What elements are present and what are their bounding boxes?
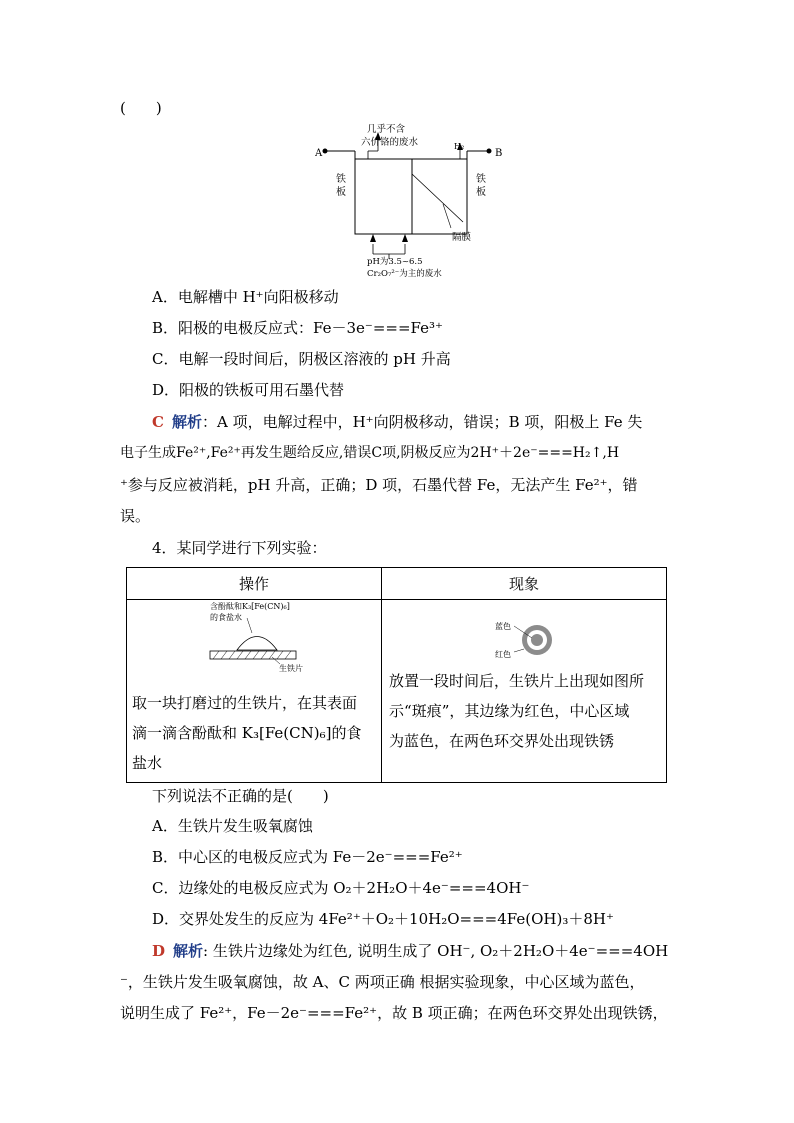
q4-analysis-line-1: D 解析: 生铁片边缘处为红色, 说明生成了 OH⁻, O₂＋2H₂O＋4e⁻===4OH xyxy=(152,942,669,960)
top-note-2: 六价铬的废水 xyxy=(361,137,419,148)
bottom-note-2: Cr₂O₇²⁻为主的废水 xyxy=(367,269,442,279)
label-b: B xyxy=(495,148,503,159)
op-line-1: 取一块打磨过的生铁片，在其表面 xyxy=(132,694,358,712)
phenomenon-cell xyxy=(382,600,666,782)
ph-line-2: 示“斑痕”，其边缘为红色，中心区域 xyxy=(389,702,630,720)
blue-center xyxy=(531,634,543,646)
q3-analysis-line-2: 电子生成Fe²⁺,Fe²⁺再发生题给反应,错误C项,阴极反应为2H⁺＋2e⁻===H₂↑,H xyxy=(120,445,620,461)
q3-option-d: D．阳极的铁板可用石墨代替 xyxy=(152,381,345,399)
iron-plate xyxy=(210,651,296,659)
terminal-b xyxy=(487,149,492,154)
tank-outline xyxy=(355,159,467,234)
label-red: 红色 xyxy=(495,650,512,659)
right-plate-1: 铁 xyxy=(476,174,486,185)
droplet-figure xyxy=(207,600,377,672)
q3-option-a: A．电解槽中 H⁺向阳极移动 xyxy=(152,288,339,306)
rust-spot-figure xyxy=(492,616,572,666)
q3-analysis-line-3: ⁺参与反应被消耗，pH 升高，正确；D 项，石墨代替 Fe，无法产生 Fe²⁺，错 xyxy=(120,476,638,494)
ph-line-3: 为蓝色，在两色环交界处出现铁锈 xyxy=(389,732,615,750)
inflow-arrow-left xyxy=(370,234,376,242)
op-line-3: 盐水 xyxy=(132,754,163,772)
bottom-note-1: pH为3.5~6.5 xyxy=(367,257,423,267)
q4-option-b: B．中心区的电极反应式为 Fe－2e⁻===Fe²⁺ xyxy=(152,848,463,866)
q3-option-b: B．阳极的电极反应式：Fe－3e⁻===Fe³⁺ xyxy=(152,319,443,337)
label-blue: 蓝色 xyxy=(495,622,512,631)
q3-option-c: C．电解一段时间后，阴极区溶液的 pH 升高 xyxy=(152,350,451,368)
left-plate-1: 铁 xyxy=(336,174,346,185)
header-phenomenon: 现象 xyxy=(382,568,667,600)
fig-label-iron: 生铁片 xyxy=(279,664,303,672)
inflow-arrow-right xyxy=(402,234,408,242)
q4-option-d: D．交界处发生的反应为 4Fe²⁺＋O₂＋10H₂O===4Fe(OH)₃＋8H⁺ xyxy=(152,910,614,928)
question-paren: ( ) xyxy=(120,99,162,117)
right-plate-2: 板 xyxy=(476,187,486,198)
header-operation: 操作 xyxy=(127,568,382,600)
left-plate-2: 板 xyxy=(336,187,346,198)
q3-jiexi-label: 解析 xyxy=(171,413,202,431)
terminal-a xyxy=(323,149,328,154)
fig-label-saltwater: 的食盐水 xyxy=(210,613,242,622)
q3-analysis-line-4: 误。 xyxy=(120,507,151,525)
q3-analysis-line-1: C 解析：A 项，电解过程中，H⁺向阴极移动，错误；B 项，阳极上 Fe 失 xyxy=(152,413,643,431)
fig-label-solution: 含酚酞和K₃[Fe(CN)₆] xyxy=(210,602,290,611)
membrane-label: 隔膜 xyxy=(452,232,472,243)
q4-option-c: C．边缘处的电极反应式为 O₂＋2H₂O＋4e⁻===4OH⁻ xyxy=(152,879,530,897)
h2-label: H₂ xyxy=(454,142,465,151)
q4-jiexi-label: 解析 xyxy=(173,942,204,960)
operation-cell xyxy=(127,600,381,782)
op-line-2: 滴一滴含酚酞和 K₃[Fe(CN)₆]的食 xyxy=(132,724,362,742)
ph-line-1: 放置一段时间后，生铁片上出现如图所 xyxy=(389,672,645,690)
label-a: A xyxy=(315,148,323,159)
q4-analysis-line-2: ⁻，生铁片发生吸氧腐蚀，故 A、C 两项正确 根据实验现象，中心区域为蓝色， xyxy=(120,973,645,991)
q4-question: 下列说法不正确的是( ) xyxy=(152,787,329,805)
q4-answer: D xyxy=(152,942,166,960)
droplet xyxy=(237,637,277,651)
experiment-table xyxy=(126,567,667,783)
q4-option-a: A．生铁片发生吸氧腐蚀 xyxy=(152,817,313,835)
q4-stem: 4．某同学进行下列实验： xyxy=(152,539,327,557)
membrane-line xyxy=(412,174,463,222)
top-note-1: 几乎不含 xyxy=(367,124,406,135)
q4-analysis-line-3: 说明生成了 Fe²⁺，Fe－2e⁻===Fe²⁺，故 B 项正确；在两色环交界处出现铁锈， xyxy=(120,1004,668,1022)
q3-answer: C xyxy=(152,413,164,431)
electrolysis-diagram xyxy=(315,118,515,280)
